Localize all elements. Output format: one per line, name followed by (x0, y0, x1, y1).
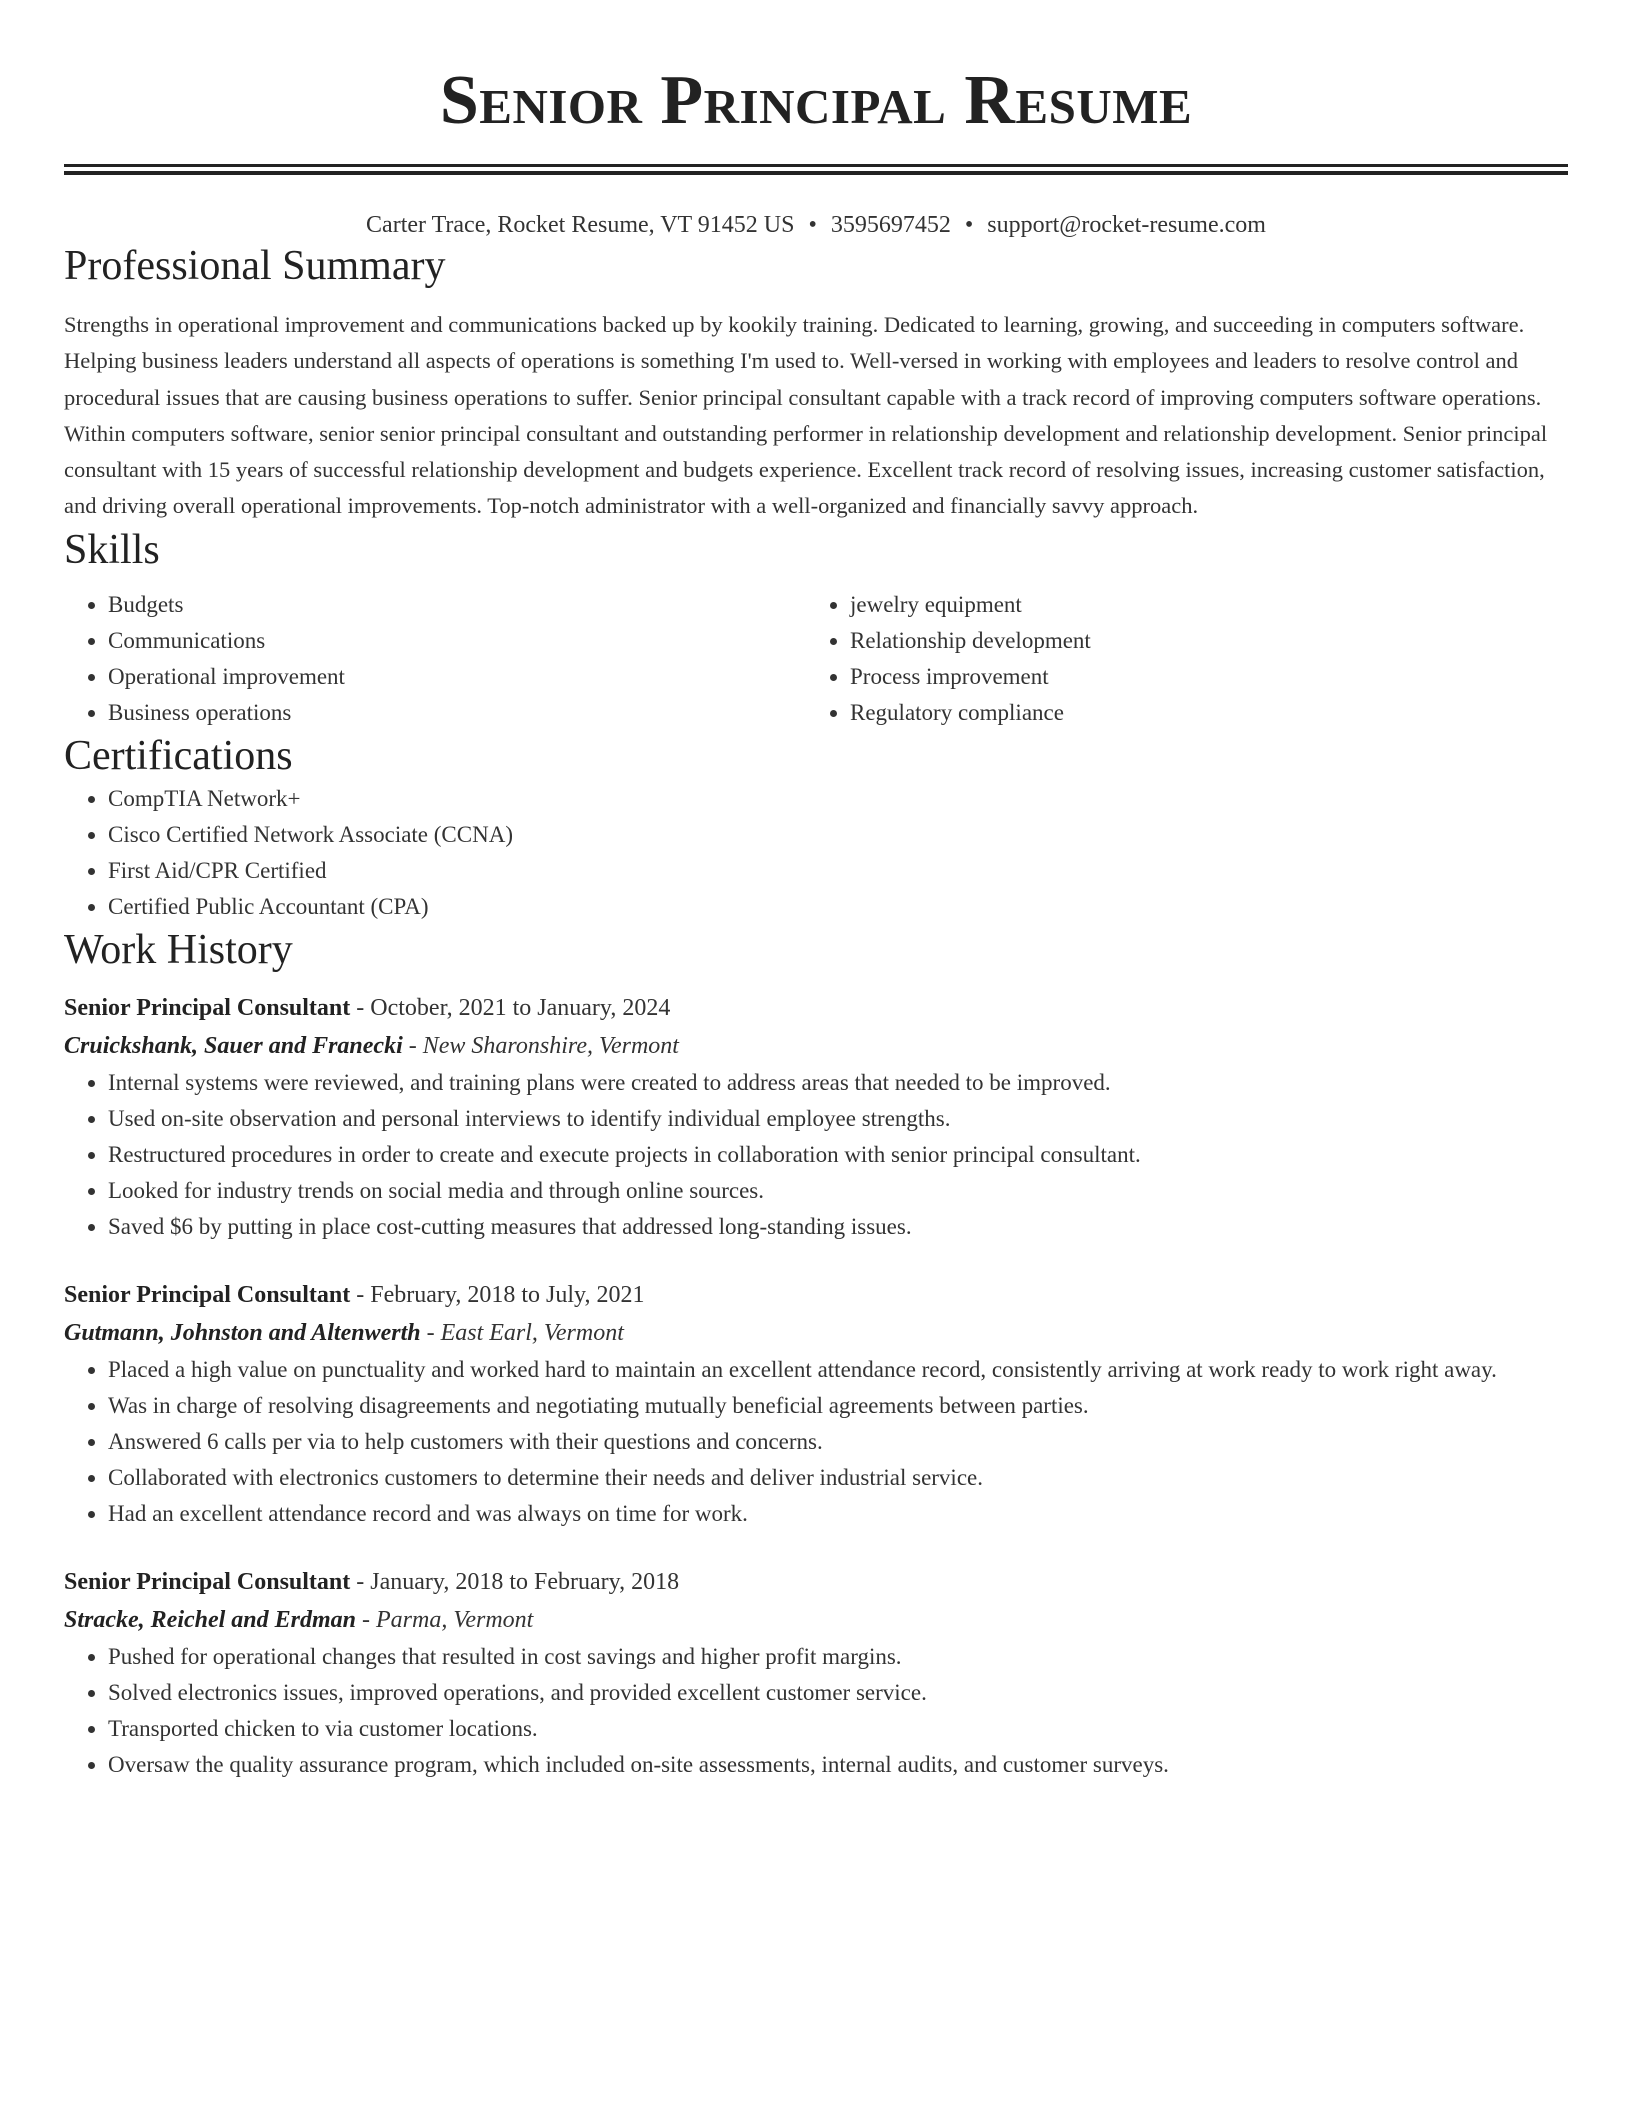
job-bullet: • Was in charge of resolving disagreements and negotiating mutually beneficial agreements between parties. (108, 1388, 1568, 1424)
job-entry (64, 1276, 1568, 1532)
job-company-line (64, 1027, 1568, 1065)
contact-phone: 3595697452 (830, 212, 951, 238)
job-bullet: • Placed a high value on punctuality and worked hard to maintain an excellent attendance record, consistently arriving at work ready to work right away. (108, 1352, 1568, 1388)
job-dates: - February, 2018 to July, 2021 (350, 1281, 645, 1308)
certifications-list (64, 781, 1568, 925)
job-company: Stracke, Reichel and Erdman (64, 1606, 357, 1633)
skill-item: • Business operations (108, 695, 806, 731)
job-company: Cruickshank, Sauer and Franecki (64, 1032, 403, 1059)
job-bullet: • Saved $6 by putting in place cost-cutting measures that addressed long-standing issues. (108, 1209, 1568, 1245)
skill-item: • Budgets (108, 587, 806, 623)
skill-item: • Communications (108, 623, 806, 659)
contact-separator: • (964, 212, 974, 238)
job-company-line (64, 1314, 1568, 1352)
job-bullet: • Looked for industry trends on social media and through online sources. (108, 1173, 1568, 1209)
job-bullet-list (64, 1065, 1568, 1245)
job-bullet: • Transported chicken to via customer locations. (108, 1711, 1568, 1747)
job-bullet: • Restructured procedures in order to create and execute projects in collaboration with senior principal consultant. (108, 1137, 1568, 1173)
title-divider (64, 164, 1568, 175)
job-title: Senior Principal Consultant (64, 994, 351, 1021)
job-dates: - October, 2021 to January, 2024 (350, 994, 671, 1021)
job-title: Senior Principal Consultant (64, 1281, 351, 1308)
skill-item: • jewelry equipment (850, 587, 1548, 623)
job-location: - Parma, Vermont (356, 1606, 534, 1633)
skills-heading: Skills (64, 526, 160, 573)
certification-item: • First Aid/CPR Certified (108, 853, 1568, 889)
job-location: - East Earl, Vermont (420, 1319, 624, 1346)
skill-item: • Relationship development (850, 623, 1548, 659)
job-title-line (64, 1563, 1568, 1601)
job-title: Senior Principal Consultant (64, 1568, 351, 1595)
summary-heading: Professional Summary (64, 243, 446, 289)
job-dates: - January, 2018 to February, 2018 (350, 1568, 680, 1595)
job-bullet: • Internal systems were reviewed, and training plans were created to address areas that needed to be improved. (108, 1065, 1568, 1101)
resume-title: Senior Principal Resume (439, 62, 1193, 139)
job-bullet: • Pushed for operational changes that resulted in cost savings and higher profit margins. (108, 1639, 1568, 1675)
certification-item: • Certified Public Accountant (CPA) (108, 889, 1568, 925)
job-bullet-list (64, 1639, 1568, 1783)
job-entry (64, 989, 1568, 1245)
job-bullet: • Collaborated with electronics customers to determine their needs and deliver industrial service. (108, 1460, 1568, 1496)
skill-item: • Process improvement (850, 659, 1548, 695)
job-company: Gutmann, Johnston and Altenwerth (64, 1319, 421, 1346)
certifications-heading: Certifications (64, 732, 293, 779)
work-history-heading: Work History (64, 926, 293, 973)
skill-item: • Operational improvement (108, 659, 806, 695)
job-title-line (64, 989, 1568, 1027)
job-title-line (64, 1276, 1568, 1314)
skill-item: • Regulatory compliance (850, 695, 1548, 731)
contact-address: Carter Trace, Rocket Resume, VT 91452 US (366, 212, 795, 238)
job-bullet: • Answered 6 calls per via to help customers with their questions and concerns. (108, 1424, 1568, 1460)
skills-column-left (64, 587, 806, 731)
job-bullet: • Oversaw the quality assurance program, which included on-site assessments, internal audits, and customer surveys. (108, 1747, 1568, 1783)
skills-column-right (806, 587, 1548, 731)
job-bullet: • Had an excellent attendance record and was always on time for work. (108, 1496, 1568, 1532)
job-location: - New Sharonshire, Vermont (402, 1032, 679, 1059)
contact-line (64, 209, 1568, 241)
skills-grid (64, 587, 1568, 731)
contact-separator: • (808, 212, 817, 238)
certification-item: • CompTIA Network+ (108, 781, 1568, 817)
job-entry (64, 1563, 1568, 1783)
contact-email: support@rocket-resume.com (987, 212, 1266, 238)
job-bullet: • Used on-site observation and personal interviews to identify individual employee strengths. (108, 1101, 1568, 1137)
skills-list-right (806, 587, 1548, 731)
job-bullet: • Solved electronics issues, improved operations, and provided excellent customer service. (108, 1675, 1568, 1711)
summary-text: Strengths in operational improvement and communications backed up by kookily training. Dedicated to learning, growing, and succeeding in computers software. Helping business leaders understand all aspects of operations is something I'm used to. Well-versed in working with employees and leaders to resolve control and procedural issues that are causing business operations to suffer. Senior principal consultant capable with a track record of improving computers software operations. Within computers software, senior senior principal consultant and outstanding performer in relationship development and relationship development. Senior principal consultant with 15 years of successful relationship development and budgets experience. Excellent track record of resolving issues, increasing customer satisfaction, and driving overall operational improvements. Top-notch administrator with a well-organized and financially savvy approach. (64, 312, 1548, 519)
certification-item: • Cisco Certified Network Associate (CCNA) (108, 817, 1568, 853)
job-company-line (64, 1601, 1568, 1639)
job-bullet-list (64, 1352, 1568, 1532)
skills-list-left (64, 587, 806, 731)
